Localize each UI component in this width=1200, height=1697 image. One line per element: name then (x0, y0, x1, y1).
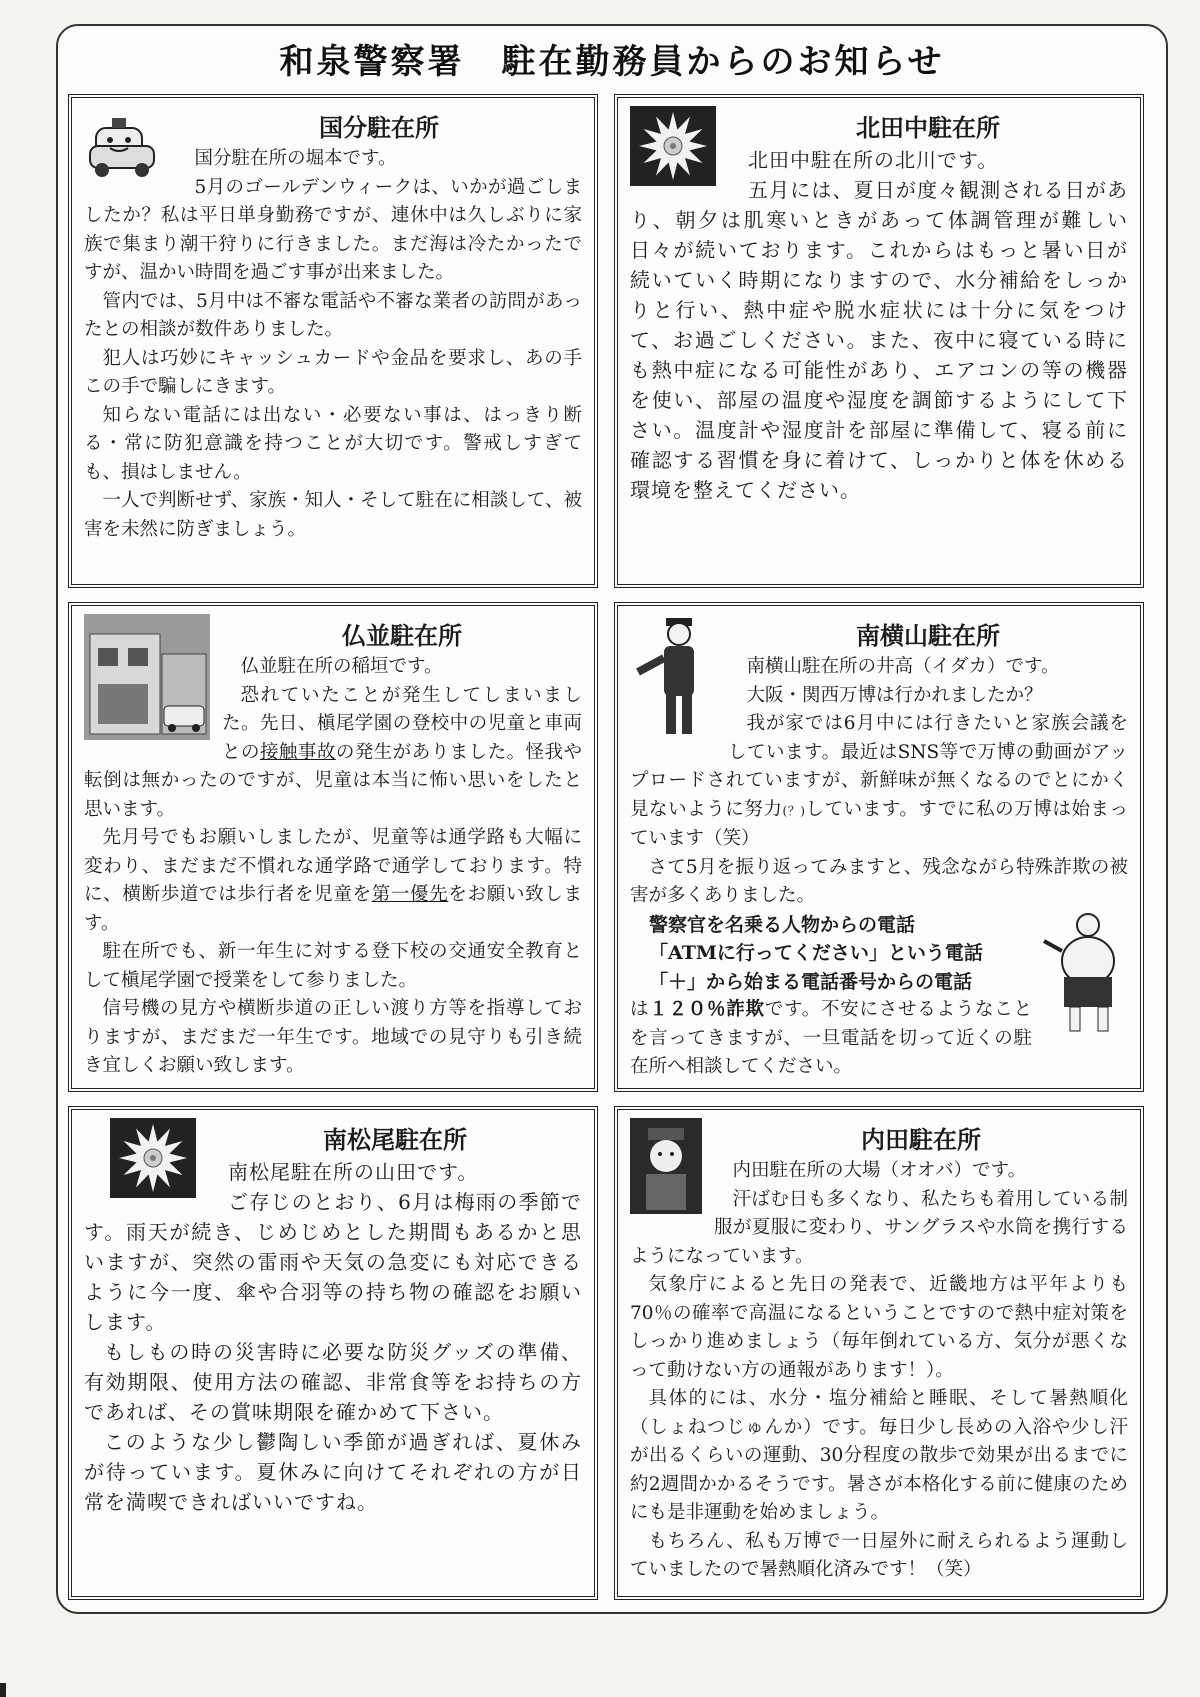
paragraph: 知らない電話には出ない・必要ない事は、はっきり断る・常に防犯意識を持つことが大切です。警戒しすぎても、損はしません。 (84, 404, 582, 483)
officer-portrait-icon (630, 1118, 702, 1214)
paragraph: 国分駐在所の堀本です。 (194, 148, 397, 169)
panel-uchida (614, 1106, 1144, 1600)
paragraph: 大阪・関西万博は行かれましたか？ (746, 684, 1043, 706)
paragraph: 仏並駐在所の稲垣です。 (240, 656, 443, 677)
page-title: 和泉警察署 駐在勤務員からのお知らせ (279, 42, 945, 82)
sumo-wrestler-icon (1040, 911, 1128, 1035)
paragraph: 内田駐在所の大場（オオバ）です。 (732, 1160, 1027, 1181)
panel-minamimatsuo (68, 1106, 598, 1600)
paragraph: 気象庁によると先日の発表で、近畿地方は平年よりも70％の確率で高温になるということですので熱中症対策をしっかり進めましょう（毎年倒れている方、気分が悪くなって動けない方の通報があります！）。 (630, 1274, 1128, 1381)
panel-kokubu (68, 94, 598, 588)
paragraph: 信号機の見方や横断歩道の正しい渡り方等を指導しておりますが、まだまだ一年生です。地域での見守りも引き続き宜しくお願い致します。 (84, 998, 582, 1076)
paragraph: 先月号でもお願いしましたが、児童等は通学路も大幅に変わり、まだまだ不慣れな通学路で通学しております。特に、横断歩道では歩行者を児童を第一優先をお願い致します。 (84, 827, 582, 934)
paragraph: ご存じのとおり、6月は梅雨の季節です。雨天が続き、じめじめとした期間もあるかと思いますが、突然の雷雨や天気の急変にも対応できるように今一度、傘や合羽等の持ち物の確認をお願いします。 (84, 1190, 582, 1334)
station-photo-icon (84, 614, 210, 740)
paragraph: 北田中駐在所の北川です。 (748, 148, 999, 172)
paragraph: 一人で判断せず、家族・知人・そして駐在に相談して、被害を未然に防ぎましょう。 (84, 490, 582, 540)
panel-hotokenami (68, 602, 598, 1092)
paragraph: 我が家では6月中には行きたいと家族会議をしています。最近はSNS等で万博の動画がアップロードされていますが、新鮮味が無くなるのでとにかく見ないように努力(？)しています。すでに私の万博は始まっています（笑） (630, 713, 1128, 849)
warning-line: 「＋」から始まる電話番号からの電話 (649, 970, 973, 993)
paragraph: もしもの時の災害時に必要な防災グッズの準備、有効期限、使用方法の確認、非常食等をお持ちの方であれば、その賞味期限を確かめて下さい。 (84, 1340, 582, 1424)
paragraph: 恐れていたことが発生してしまいました。先日、槇尾学園の登校中の児童と車両との接触事故の発生がありました。怪我や転倒は無かったのですが、児童は本当に怖い思いをしたと思います。 (84, 684, 582, 820)
panel-kitatanaka (614, 94, 1144, 588)
panel-title: 内田駐在所 (861, 1125, 981, 1154)
paragraph: 具体的には、水分・塩分補給と睡眠、そして暑熱順化（しょねつじゅんか）です。毎日少し長めの入浴や少し汗が出るくらいの運動、30分程度の散歩で効果が出るまでに約2週間かかるそうです。暑さが本格化する前に健康のためにも是非運動を始めましょう。 (630, 1388, 1128, 1523)
paragraph: 汗ばむ日も多くなり、私たちも着用している制服が夏服に変わり、サングラスや水筒を携行するようになっています。 (630, 1188, 1128, 1267)
paragraph: さて5月を振り返ってみますと、残念ながら特殊詐欺の被害が多くありました。 (630, 856, 1128, 906)
warning-line: 警察官を名乗る人物からの電話 (649, 913, 916, 936)
police-badge-icon (110, 1118, 196, 1198)
paragraph: 管内では、5月中は不審な電話や不審な業者の訪問があったとの相談が数件ありました。 (84, 290, 582, 340)
warning-line: 「ATMに行ってください」という電話 (649, 942, 983, 964)
page-corner-mark (0, 1683, 6, 1697)
police-car-icon (84, 106, 164, 184)
paragraph: 駐在所でも、新一年生に対する登下校の交通安全教育として槇尾学園で授業をして参りました。 (84, 941, 582, 991)
paragraph: は１２０％詐欺です。不安にさせるようなことを言ってきますが、一旦電話を切って近くの駐在所へ相談してください。 (630, 999, 1032, 1077)
underlined-text: 第一優先 (371, 884, 449, 905)
paragraph: 犯人は巧妙にキャッシュカードや金品を要求し、あの手この手で騙しにきます。 (84, 347, 582, 397)
paragraph: 5月のゴールデンウィークは、いかが過ごしましたか？私は平日単身勤務ですが、連休中は久しぶりに家族で集まり潮干狩りに行きました。まだ海は冷たかったですが、温かい時間を過ごす事が出来ました。 (84, 176, 582, 283)
officer-icon (630, 614, 716, 740)
panel-title: 仏並駐在所 (342, 621, 462, 650)
paragraph: このような少し鬱陶しい季節が過ぎれば、夏休みが待っています。夏休みに向けてそれぞれの方が日常を満喫できればいいですね。 (84, 1430, 582, 1514)
paragraph: もちろん、私も万博で一日屋外に耐えられるよう運動していましたので暑熱順化済みです！（笑） (630, 1530, 1128, 1580)
panel-title: 南横山駐在所 (856, 621, 1000, 650)
panel-title: 南松尾駐在所 (323, 1125, 467, 1154)
paragraph: 五月には、夏日が度々観測される日があり、朝夕は肌寒いときがあって体調管理が難しい日々が続いております。これからはもっと暑い日が続いていく時期になりますので、水分補給をしっかりと行い、熱中症や脱水症状には十分に気をつけて、お過ごしください。また、夜中に寝ている時にも熱中症になる可能性があり、エアコンの等の機器を使い、部屋の温度や湿度を調節するようにして下さい。温度計や湿度計を部屋に準備して、寝る前に確認する習慣を身に着けて、しっかりと体を休める環境を整えてください。 (630, 178, 1128, 502)
paragraph: 南横山駐在所の井高（イダカ）です。 (746, 656, 1060, 677)
emphasis-text: １２０％詐欺 (649, 999, 765, 1020)
paragraph: 南松尾駐在所の山田です。 (228, 1160, 479, 1184)
underlined-text: 接触事故 (259, 741, 336, 763)
panel-title: 北田中駐在所 (856, 113, 1000, 142)
panel-minamiyokoyama (614, 602, 1144, 1092)
police-badge-icon (630, 106, 716, 186)
panel-title: 国分駐在所 (319, 113, 439, 142)
